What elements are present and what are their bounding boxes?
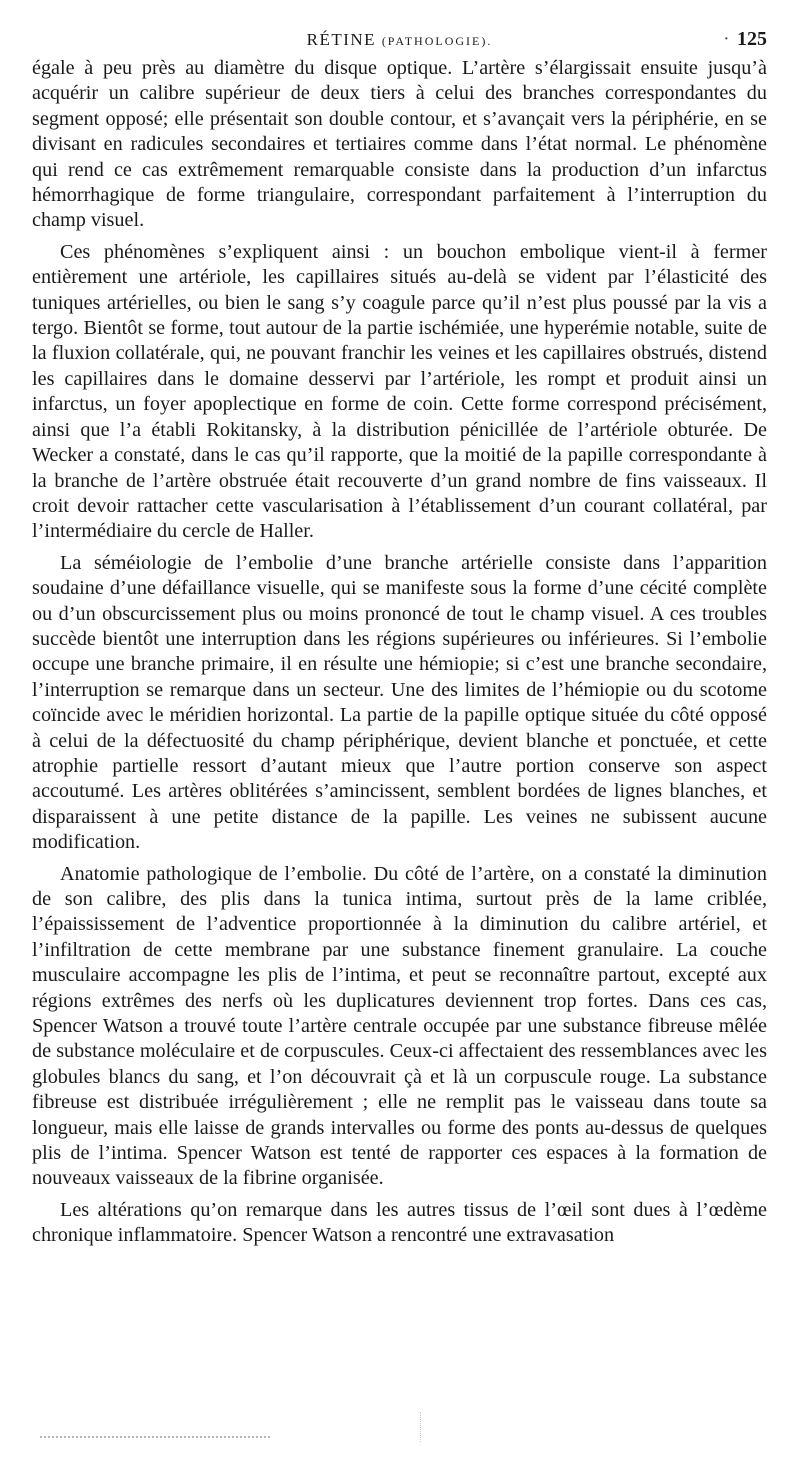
footer-rule xyxy=(40,1436,270,1438)
paragraph-5: Les altérations qu’on remarque dans les autres tissus de l’œil sont dues à l’œdème chronique inflammatoire. Spencer Watson a rencontré une extravasation xyxy=(32,1198,767,1247)
paragraph-2: Ces phénomènes s’expliquent ainsi : un bouchon embolique vient-il à fermer entièrement une artériole, les capillaires situés au-delà se vident par l’élasticité des tuniques artérielles, ou bien le sang s’y coagule parce qu’il n’est plus poussé par la vis a tergo. Bientôt se forme, tout autour de la partie ischémiée, une hyperémie notable, suite de la fluxion collatérale, qui, ne pouvant franchir les veines et les capillaires obstrués, distend les capillaires dans le domaine desservi par l’artériole, les rompt et produit ainsi un infarctus, un foyer apoplectique en forme de coin. Cette forme correspond précisément, ainsi que l’a établi Rokitansky, à la distribution pénicillée de l’artériole obturée. De Wecker a constaté, dans le cas qu’il rapporte, que la moitié de la papille correspondante à la branche de l’artère obstruée était recouverte d’un grand nombre de fins vaisseaux. Il croit devoir rattacher cette vascularisation à l’établissement d’un courant collatéral, par l’intermédiaire du cercle de Haller. xyxy=(32,240,767,543)
running-title-sub: (PATHOLOGIE). xyxy=(381,34,493,48)
paragraph-1: égale à peu près au diamètre du disque optique. L’artère s’élargissait ensuite jusqu’à acquérir un calibre supérieur de deux tiers à celui des branches correspondantes du segment opposé; elle présentait son double contour, et s’avançait vers la périphérie, en se divisant en radicules secondaires et tertiaires comme dans l’état normal. Le phénomène qui rend ce cas extrêmement remarquable consiste dans la production d’un infarctus hémorrhagique de forme triangulaire, correspondant parfaitement à l’interruption du champ visuel. xyxy=(32,57,767,232)
running-title-main: RÉTINE xyxy=(306,30,377,49)
scan-artifact xyxy=(420,1412,421,1442)
paragraph-3: La séméiologie de l’embolie d’une branche artérielle consiste dans l’apparition soudaine d’une défaillance visuelle, qui se manifeste sous la forme d’une cécité complète ou d’un obscurcissement plus ou moins prononcé de tout le champ visuel. A ces troubles succède bientôt une interruption dans les régions supérieures ou inférieures. Si l’embolie occupe une branche primaire, il en résulte une hémiopie; si c’est une branche secondaire, l’interruption se remarque dans un secteur. Une des limites de l’hémiopie ou du scotome coïncide avec le méridien horizontal. La partie de la papille optique située du côté opposé à celui de la défectuosité du champ périphérique, devient blanche et ponctuée, et cette atrophie partielle ressort d’autant mieux que l’autre portion conserve son aspect accoutumé. Les artères oblitérées s’amincissent, semblent bordées de lignes blanches, et disparaissent à une petite distance de la papille. Les veines ne subissent aucune modification. xyxy=(32,551,767,854)
running-title xyxy=(32,30,767,50)
paragraph-4: Anatomie pathologique de l’embolie. Du côté de l’artère, on a constaté la diminution de son calibre, des plis dans la tunica intima, surtout près de la lame criblée, l’épaississement de l’adventice proportionnée à la diminution du calibre artériel, et l’infiltration de cette membrane par une substance finement granulaire. La couche musculaire accompagne les plis de l’intima, et peut se reconnaître partout, excepté aux régions extrêmes des nerfs où les duplicatures deviennent trop fortes. Dans ces cas, Spencer Watson a trouvé toute l’artère centrale occupée par une substance fibreuse mêlée de substance moléculaire et de corpuscules. Ceux-ci affectaient des ressemblances avec les globules blancs du sang, et l’on découvrait çà et là un corpuscule rouge. La substance fibreuse est distribuée irrégulièrement ; elle ne remplit pas le vaisseau dans toute sa longueur, mais elle laisse de grands intervalles ou forme des ponts au-dessus de quelques plis de l’intima. Spencer Watson est tenté de rapporter ces espaces à la formation de nouveaux vaisseaux de la fibrine organisée. xyxy=(32,862,767,1190)
body-text xyxy=(32,56,767,1249)
page-number: · 125 xyxy=(737,28,767,51)
running-head xyxy=(32,28,767,54)
